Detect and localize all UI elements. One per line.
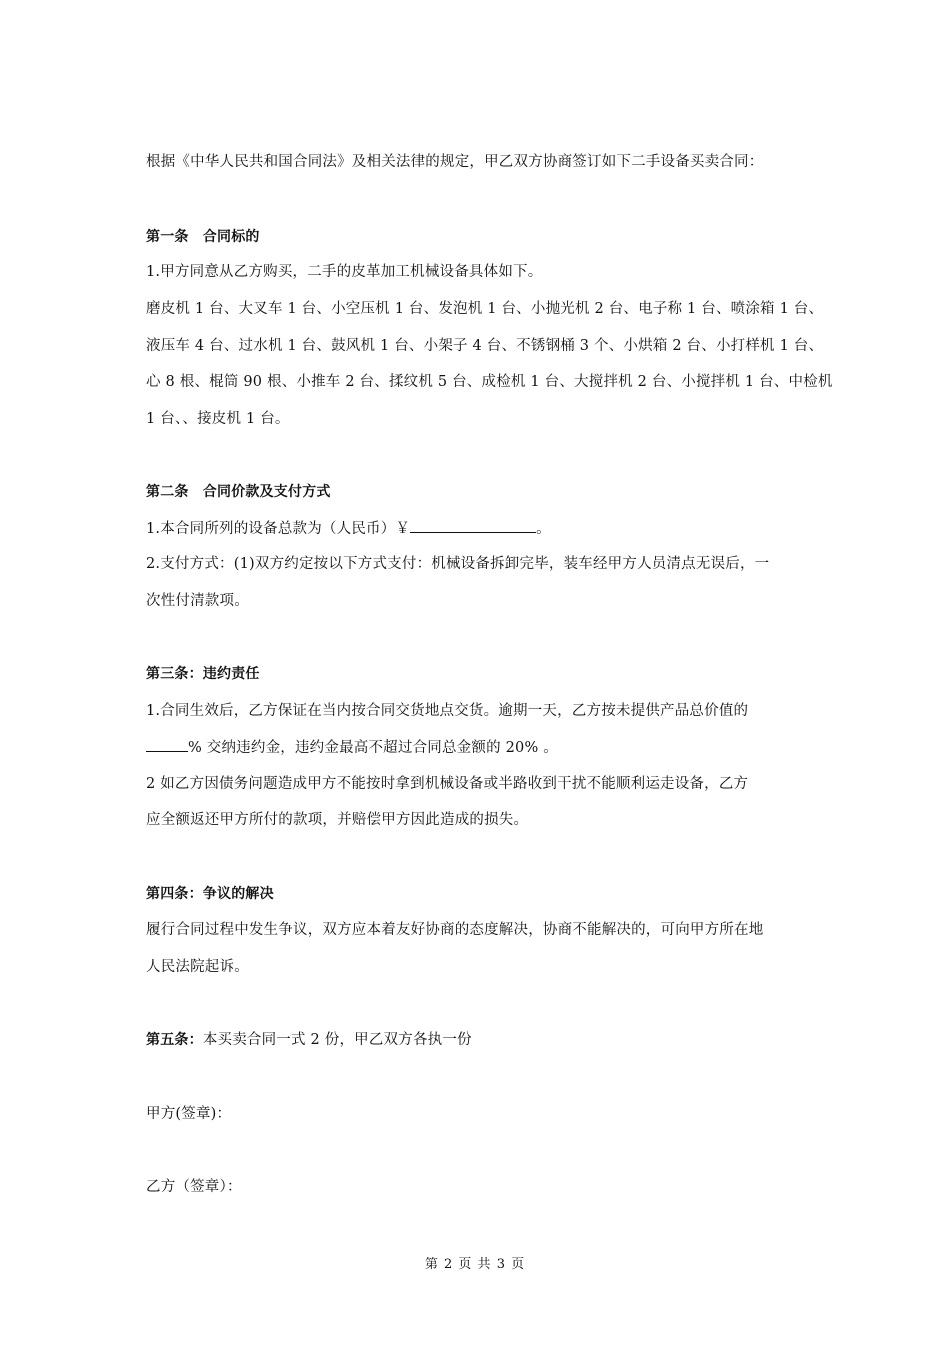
penalty-rate-blank — [146, 737, 188, 752]
article2-item1 — [146, 518, 551, 539]
article3-item1-line2 — [146, 737, 558, 758]
article2-item1-prefix: 1.本合同所列的设备总款为（人民币）￥ — [146, 521, 411, 537]
article3-item2-line1: 2 如乙方因债务问题造成甲方不能按时拿到机械设备或半路收到干扰不能顺利运走设备，乙方 — [146, 776, 749, 792]
article2-item1-suffix: 。 — [536, 521, 551, 537]
equipment-line-4: 1 台、、接皮机 1 台。 — [146, 411, 290, 427]
article3-item1-line2-suffix: % 交纳违约金，违约金最高不超过合同总金额的 20% 。 — [188, 740, 558, 756]
article4-title: 第四条：争议的解决 — [146, 886, 274, 902]
article5-title: 第五条： — [146, 1032, 203, 1048]
article4-body-line1: 履行合同过程中发生争议，双方应本着友好协商的态度解决，协商不能解决的，可向甲方所在地 — [146, 922, 764, 938]
party-b-signature-label: 乙方（签章）： — [146, 1179, 242, 1195]
article3-item2-line2: 应全额返还甲方所付的款项，并赔偿甲方因此造成的损失。 — [146, 812, 529, 828]
article5-body: 本买卖合同一式 2 份，甲乙双方各执一份 — [202, 1032, 472, 1048]
article1-item1: 1.甲方同意从乙方购买，二手的皮革加工机械设备具体如下。 — [146, 264, 543, 280]
article3-title: 第三条：违约责任 — [146, 666, 260, 682]
article2-item2-line2: 次性付清款项。 — [146, 593, 249, 609]
page-footer: 第 2 页 共 3 页 — [424, 1257, 526, 1272]
party-a-signature-label: 甲方(签章)： — [146, 1106, 232, 1122]
article5 — [146, 1030, 472, 1050]
intro-paragraph: 根据《中华人民共和国合同法》及相关法律的规定，甲乙双方协商签订如下二手设备买卖合同： — [146, 154, 764, 170]
article2-item2-line1: 2.支付方式：(1)双方约定按以下方式支付：机械设备拆卸完毕，装车经甲方人员清点无误后，一 — [146, 556, 770, 572]
equipment-line-3: 心 8 根、棍筒 90 根、小推车 2 台、揉纹机 5 台、成检机 1 台、大搅拌机 2 台、小搅拌机 1 台、中检机 — [146, 374, 833, 390]
article1-title: 第一条 合同标的 — [146, 229, 260, 245]
article4-body-line2: 人民法院起诉。 — [146, 959, 249, 975]
article2-title: 第二条 合同价款及支付方式 — [146, 484, 331, 500]
equipment-line-2: 液压车 4 台、过水机 1 台、鼓风机 1 台、小架子 4 台、不锈钢桶 3 个、小烘箱 2 台、小打样机 1 台、 — [146, 338, 824, 354]
equipment-line-1: 磨皮机 1 台、大叉车 1 台、小空压机 1 台、发泡机 1 台、小抛光机 2 台、电子称 1 台、喷涂箱 1 台、 — [146, 301, 824, 317]
article3-item1-line1: 1.合同生效后，乙方保证在当内按合同交货地点交货。逾期一天，乙方按未提供产品总价值的 — [146, 703, 749, 719]
total-price-blank — [410, 518, 536, 533]
